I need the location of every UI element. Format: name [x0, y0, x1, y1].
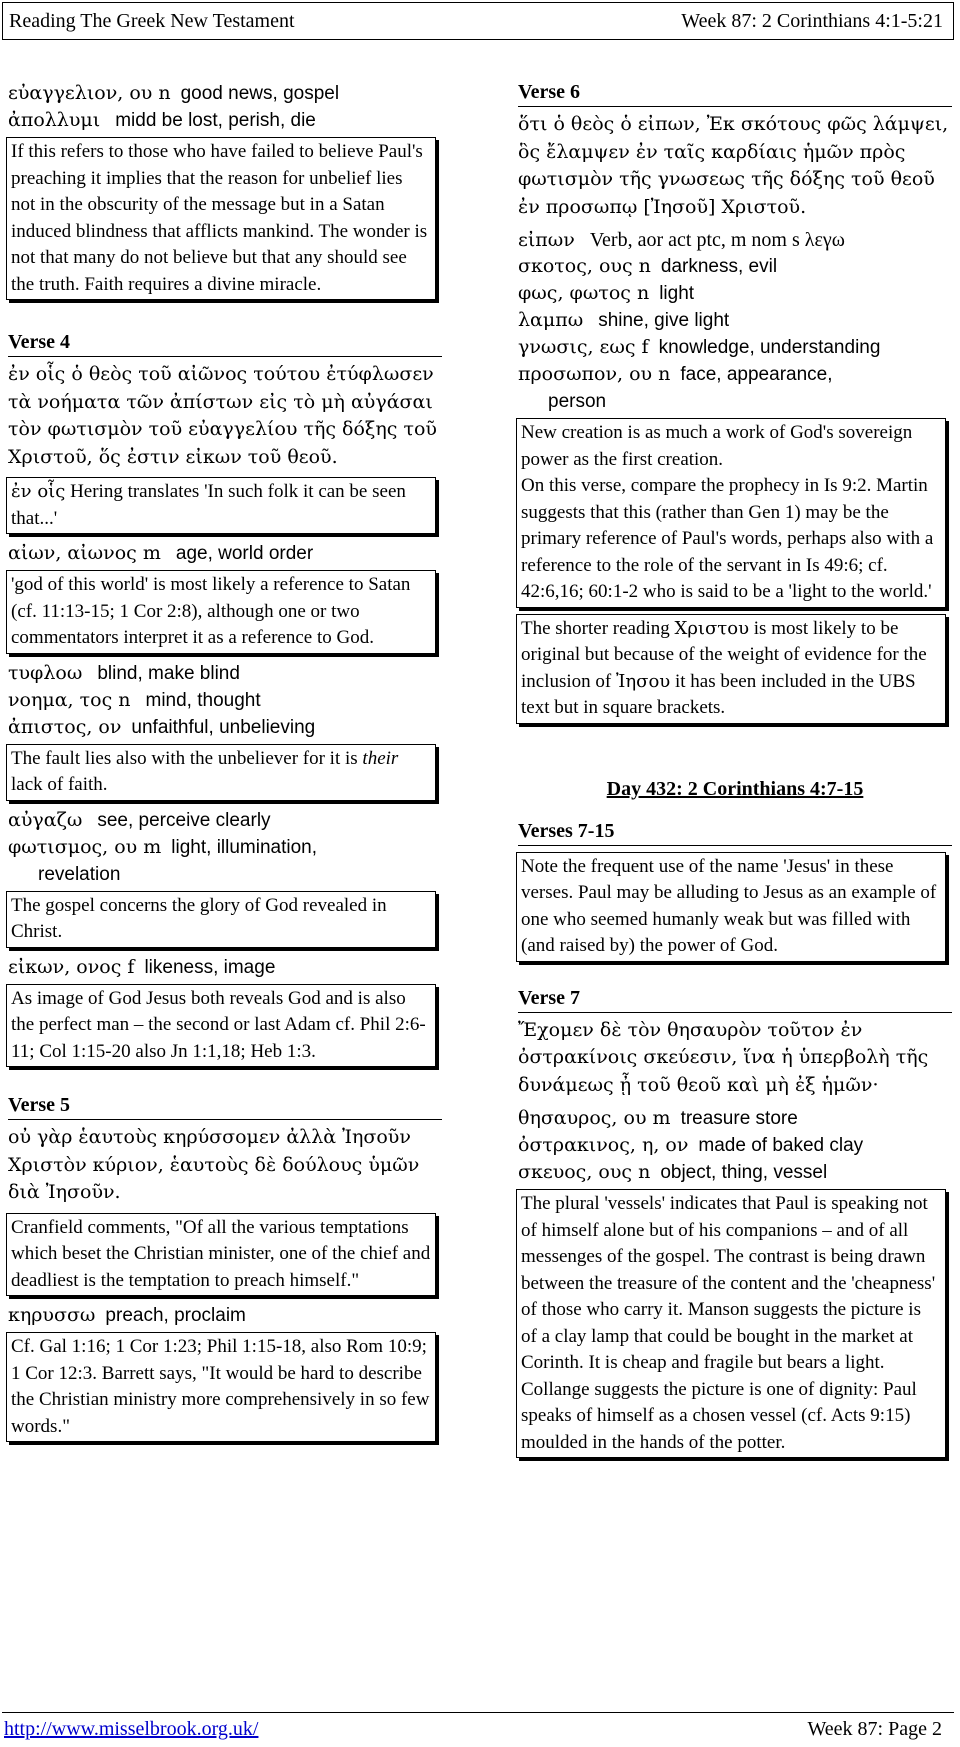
vocab-greek: κηρυσσω — [8, 1304, 96, 1326]
verse-heading: Verse 6 — [518, 80, 952, 107]
vocab-gloss: preach, proclaim — [105, 1305, 246, 1326]
left-column — [8, 80, 442, 1448]
commentary-note — [6, 744, 436, 801]
vocab-gloss: Verb, aor act ptc, m nom s λεγω — [589, 229, 845, 251]
vocab-gloss: light, illumination, — [171, 836, 318, 858]
verse-heading: Verse 7 — [518, 986, 952, 1013]
vocab-gloss: revelation — [38, 863, 121, 885]
vocab-entry — [518, 1159, 952, 1186]
vocab-greek: σκευος, ους n — [518, 1161, 651, 1183]
commentary-note: 'god of this world' is most likely a reference to Satan (cf. 11:13-15; 1 Cor 2:8), although one or two commentators interpret it as a reference to God. — [6, 570, 436, 654]
vocab-greek: ἀπιστος, ον — [8, 715, 122, 738]
vocab-entry — [518, 1132, 952, 1159]
commentary-note: Cf. Gal 1:16; 1 Cor 1:23; Phil 1:15-18, also Rom 10:9; 1 Cor 12:3. Barrett says, "It would be hard to describe the Christian ministry more comprehensively in so few words." — [6, 1332, 436, 1442]
vocab-gloss: midd be lost, perish, die — [115, 110, 316, 131]
vocab-gloss: good news, gospel — [180, 83, 340, 104]
vocab-greek: φως, φωτος n — [518, 282, 650, 304]
vocab-greek: ἀπολλυμι — [8, 109, 101, 131]
vocab-gloss: face, appearance, — [680, 364, 833, 385]
note-greek: Χριστου — [674, 617, 750, 639]
note-emphasis: their — [362, 747, 399, 769]
vocab-entry — [8, 1302, 442, 1329]
note-text: lack of faith. — [11, 774, 108, 795]
vocab-greek: αὐγαζω — [8, 808, 83, 831]
vocab-greek: τυφλοω — [8, 661, 83, 684]
vocab-gloss: object, thing, vessel — [660, 1162, 828, 1183]
greek-verse-text: ἐν οἷς ὁ θεὸς τοῦ αἰῶνος τούτου ἐτύφλωσεν τὰ νοήματα τῶν ἀπίστων εἰς τὸ μὴ αὐγάσαι τὸν φωτισμὸν τοῦ εὐαγγελίου τῆς δόξης τοῦ Χριστοῦ, ὅς ἐστιν εἰκων τοῦ θεοῦ. — [8, 363, 437, 468]
page-number: Week 87: Page 2 — [807, 1718, 942, 1740]
vocab-gloss: likeness, image — [144, 956, 276, 978]
vocab-greek: φωτισμος, ου m — [8, 835, 162, 858]
note-greek: Ἰησου — [616, 670, 671, 692]
vocab-gloss: person — [548, 391, 607, 412]
vocab-greek: λαμπω — [518, 309, 584, 331]
vocab-entry — [8, 954, 442, 981]
week-reference: Week 87: 2 Corinthians 4:1-5:21 — [681, 9, 943, 32]
vocab-greek: γνωσις, εως f — [518, 336, 649, 358]
commentary-note: Cranfield comments, "Of all the various temptations which beset the Christian minister, one of the chief and deadliest is the temptation to preach himself." — [6, 1213, 436, 1297]
day-heading: Day 432: 2 Corinthians 4:7-15 — [606, 777, 864, 800]
vocab-gloss: made of baked clay — [698, 1135, 864, 1156]
verse-heading: Verse 5 — [8, 1093, 442, 1120]
commentary-note — [516, 614, 946, 724]
commentary-note: New creation is as much a work of God's sovereign power as the first creation. On this verse, compare the prophecy in Is 9:2. Martin suggests that this (rather than Gen 1) may be the primary reference of Paul's words, perhaps also with a reference to the role of the servant in Is 49:6; cf. 42:6,16; 60:1-2 who is said to be a 'light to the world.' — [516, 418, 946, 608]
vocab-greek: προσωπον, ου n — [518, 363, 671, 385]
vocab-entry — [518, 227, 952, 253]
commentary-note: If this refers to those who have failed to believe Paul's preaching it implies that the reason for unbelief lies not in the obscurity of the message but in a Satan induced blindness that afflicts mankind. The wonder is not that many do not believe but that any should see the truth. Faith requires a divine miracle. — [6, 137, 436, 300]
vocab-greek: νοημα, τος n — [8, 688, 131, 711]
vocab-gloss: mind, thought — [145, 689, 261, 711]
vocab-greek: ὀστρακινος, η, ον — [518, 1134, 689, 1156]
right-column — [518, 80, 952, 1464]
vocab-gloss: shine, give light — [598, 310, 730, 331]
vocab-entry — [8, 807, 442, 834]
vocab-entry — [8, 834, 442, 861]
verse-heading: Verse 4 — [8, 330, 442, 357]
note-text: Hering translates 'In such folk it can be seen that...' — [11, 481, 406, 529]
note-greek: ἐν οἷς — [11, 481, 66, 502]
vocab-entry — [8, 660, 442, 687]
vocab-gloss: darkness, evil — [660, 256, 778, 277]
vocab-entry — [518, 1105, 952, 1132]
vocab-entry — [8, 714, 442, 741]
vocab-gloss: light — [659, 283, 695, 304]
page-header — [2, 2, 954, 40]
vocab-entry — [518, 280, 952, 307]
vocab-entry — [8, 540, 442, 567]
vocab-greek: σκοτος, ους n — [518, 255, 651, 277]
note-text: is most likely to be original but because of the weight of evidence for the inclusion of — [521, 617, 927, 692]
commentary-note: Note the frequent use of the name 'Jesus' in these verses. Paul may be alluding to Jesus as an example of one who seemed humanly weak but was filled with (and raised by) the power of God. — [516, 852, 946, 962]
vocab-entry — [518, 388, 952, 415]
note-text: The fault lies also with the unbeliever for it is — [11, 747, 363, 769]
page-footer — [4, 1718, 942, 1741]
greek-verse-text: οὐ γὰρ ἑαυτοὺς κηρύσσομεν ἀλλὰ Ἰησοῦν Χριστὸν κύριον, ἑαυτοὺς δὲ δούλους ὑμῶν διὰ Ἰησοῦν. — [8, 1126, 420, 1203]
vocab-entry — [8, 687, 442, 714]
vocab-entry — [8, 80, 442, 107]
commentary-note: The plural 'vessels' indicates that Paul is speaking not of himself alone but of his companions – and of all messenges of the gospel. The contrast is being drawn between the treasure of the content and the 'cheapness' of those who carry it. Manson suggests the picture is of a clay lamp that could be bought in the market at Corinth. It is cheap and fragile but bears a light. Collange suggests the picture is one of dignity: Paul speaks of himself as a chosen vessel (cf. Acts 9:15) moulded in the hands of the potter. — [516, 1189, 946, 1458]
vocab-greek: θησαυρος, ου m — [518, 1107, 671, 1129]
vocab-entry — [8, 861, 442, 888]
vocab-greek: αἰων, αἰωνος m — [8, 542, 161, 564]
book-title: Reading The Greek New Testament — [9, 9, 295, 32]
vocab-entry — [518, 253, 952, 280]
commentary-note — [6, 477, 436, 534]
verse-heading: Verses 7-15 — [518, 819, 952, 846]
vocab-gloss: see, perceive clearly — [97, 809, 271, 831]
vocab-greek: εὐαγγελιον, ου n — [8, 82, 171, 104]
vocab-entry — [518, 334, 952, 361]
vocab-greek: εἰκων, ονος f — [8, 955, 135, 978]
commentary-note: As image of God Jesus both reveals God and is also the perfect man – the second or last Adam cf. Phil 2:6-11; Col 1:15-20 also Jn 1:1,18; Heb 1:3. — [6, 984, 436, 1068]
vocab-gloss: knowledge, understanding — [658, 337, 881, 358]
vocab-entry — [518, 361, 952, 388]
vocab-greek: εἰπων — [518, 229, 575, 251]
vocab-gloss: unfaithful, unbelieving — [131, 716, 316, 738]
footer-divider — [2, 1712, 954, 1713]
vocab-entry — [8, 107, 442, 134]
greek-verse-text: Ἔχομεν δὲ τὸν θησαυρὸν τοῦτον ἐν ὀστρακίνοις σκεύεσιν, ἵνα ἡ ὑπερβολὴ τῆς δυνάμεως ᾖ τοῦ θεοῦ καὶ μὴ ἐξ ἡμῶν· — [518, 1018, 929, 1096]
vocab-gloss: blind, make blind — [97, 662, 240, 684]
commentary-note: The gospel concerns the glory of God revealed in Christ. — [6, 891, 436, 948]
vocab-entry — [518, 307, 952, 334]
greek-verse-text: ὅτι ὁ θεὸς ὁ εἰπων, Ἐκ σκότους φῶς λάμψει, ὃς ἔλαμψεν ἐν ταῖς καρδίαις ἡμῶν πρὸς φωτισμὸν τῆς γνωσεως τῆς δόξης τοῦ θεοῦ ἐν προσωπῳ [Ἰησοῦ] Χριστοῦ. — [518, 113, 949, 218]
note-text: The shorter reading — [521, 617, 675, 639]
note-text: it has been included in the UBS text but in square brackets. — [521, 670, 916, 718]
vocab-gloss: age, world order — [175, 543, 314, 564]
website-link[interactable]: http://www.misselbrook.org.uk/ — [4, 1718, 259, 1740]
vocab-gloss: treasure store — [680, 1108, 798, 1129]
